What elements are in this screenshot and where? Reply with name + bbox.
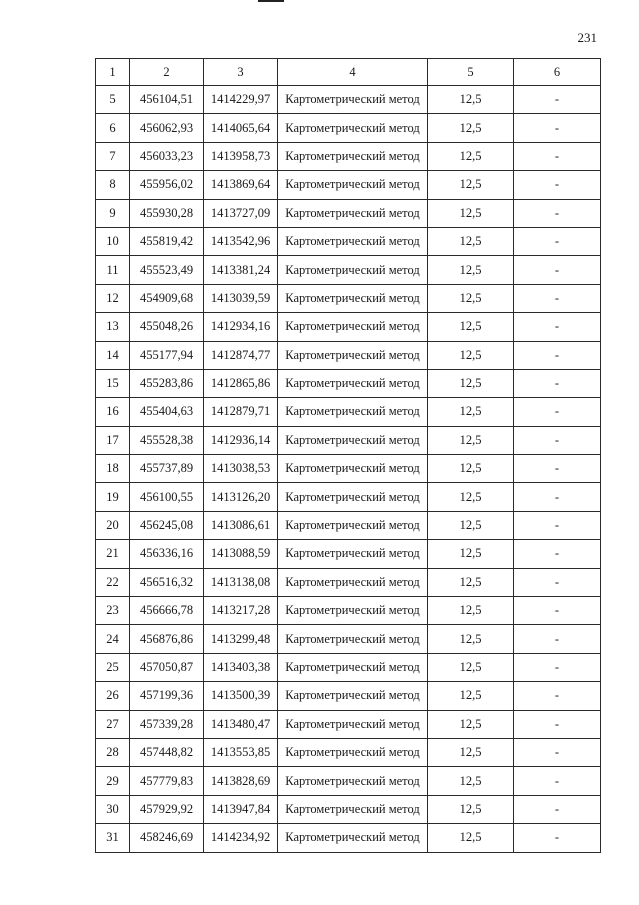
note-cell: - xyxy=(514,313,601,341)
accuracy-cell: 12,5 xyxy=(428,227,514,255)
point-number-cell: 7 xyxy=(96,142,130,170)
table-row xyxy=(96,284,601,312)
accuracy-cell: 12,5 xyxy=(428,540,514,568)
point-number-cell: 14 xyxy=(96,341,130,369)
y-coordinate-cell: 1413947,84 xyxy=(204,795,278,823)
y-coordinate-cell: 1412865,86 xyxy=(204,369,278,397)
note-cell: - xyxy=(514,284,601,312)
method-cell: Картометрический метод xyxy=(278,284,428,312)
header-cell: 3 xyxy=(204,59,278,86)
point-number-cell: 15 xyxy=(96,369,130,397)
y-coordinate-cell: 1413500,39 xyxy=(204,682,278,710)
x-coordinate-cell: 455048,26 xyxy=(130,313,204,341)
table-row xyxy=(96,313,601,341)
accuracy-cell: 12,5 xyxy=(428,653,514,681)
method-cell: Картометрический метод xyxy=(278,511,428,539)
point-number-cell: 26 xyxy=(96,682,130,710)
y-coordinate-cell: 1412874,77 xyxy=(204,341,278,369)
accuracy-cell: 12,5 xyxy=(428,369,514,397)
note-cell: - xyxy=(514,738,601,766)
point-number-cell: 5 xyxy=(96,86,130,114)
accuracy-cell: 12,5 xyxy=(428,114,514,142)
y-coordinate-cell: 1413958,73 xyxy=(204,142,278,170)
accuracy-cell: 12,5 xyxy=(428,568,514,596)
note-cell: - xyxy=(514,398,601,426)
method-cell: Картометрический метод xyxy=(278,767,428,795)
table-row xyxy=(96,114,601,142)
x-coordinate-cell: 455523,49 xyxy=(130,256,204,284)
y-coordinate-cell: 1412936,14 xyxy=(204,426,278,454)
method-cell: Картометрический метод xyxy=(278,824,428,852)
accuracy-cell: 12,5 xyxy=(428,455,514,483)
method-cell: Картометрический метод xyxy=(278,682,428,710)
point-number-cell: 20 xyxy=(96,511,130,539)
y-coordinate-cell: 1413869,64 xyxy=(204,171,278,199)
method-cell: Картометрический метод xyxy=(278,625,428,653)
point-number-cell: 9 xyxy=(96,199,130,227)
x-coordinate-cell: 456245,08 xyxy=(130,511,204,539)
accuracy-cell: 12,5 xyxy=(428,341,514,369)
note-cell: - xyxy=(514,625,601,653)
method-cell: Картометрический метод xyxy=(278,256,428,284)
note-cell: - xyxy=(514,540,601,568)
point-number-cell: 17 xyxy=(96,426,130,454)
y-coordinate-cell: 1412879,71 xyxy=(204,398,278,426)
x-coordinate-cell: 455737,89 xyxy=(130,455,204,483)
y-coordinate-cell: 1413138,08 xyxy=(204,568,278,596)
y-coordinate-cell: 1413542,96 xyxy=(204,227,278,255)
x-coordinate-cell: 458246,69 xyxy=(130,824,204,852)
x-coordinate-cell: 455404,63 xyxy=(130,398,204,426)
note-cell: - xyxy=(514,682,601,710)
table-row xyxy=(96,540,601,568)
point-number-cell: 28 xyxy=(96,738,130,766)
note-cell: - xyxy=(514,795,601,823)
y-coordinate-cell: 1413299,48 xyxy=(204,625,278,653)
x-coordinate-cell: 456876,86 xyxy=(130,625,204,653)
x-coordinate-cell: 457448,82 xyxy=(130,738,204,766)
table-row xyxy=(96,199,601,227)
method-cell: Картометрический метод xyxy=(278,738,428,766)
accuracy-cell: 12,5 xyxy=(428,398,514,426)
table-row xyxy=(96,795,601,823)
method-cell: Картометрический метод xyxy=(278,795,428,823)
method-cell: Картометрический метод xyxy=(278,369,428,397)
table-row xyxy=(96,142,601,170)
note-cell: - xyxy=(514,142,601,170)
y-coordinate-cell: 1413381,24 xyxy=(204,256,278,284)
y-coordinate-cell: 1414065,64 xyxy=(204,114,278,142)
note-cell: - xyxy=(514,171,601,199)
accuracy-cell: 12,5 xyxy=(428,738,514,766)
table-row xyxy=(96,483,601,511)
accuracy-cell: 12,5 xyxy=(428,625,514,653)
y-coordinate-cell: 1413126,20 xyxy=(204,483,278,511)
header-cell: 1 xyxy=(96,59,130,86)
accuracy-cell: 12,5 xyxy=(428,824,514,852)
note-cell: - xyxy=(514,511,601,539)
accuracy-cell: 12,5 xyxy=(428,142,514,170)
accuracy-cell: 12,5 xyxy=(428,597,514,625)
x-coordinate-cell: 456336,16 xyxy=(130,540,204,568)
point-number-cell: 16 xyxy=(96,398,130,426)
method-cell: Картометрический метод xyxy=(278,710,428,738)
note-cell: - xyxy=(514,568,601,596)
note-cell: - xyxy=(514,483,601,511)
accuracy-cell: 12,5 xyxy=(428,256,514,284)
table-row xyxy=(96,625,601,653)
table-row xyxy=(96,511,601,539)
top-edge-mark xyxy=(258,0,284,2)
method-cell: Картометрический метод xyxy=(278,199,428,227)
table-row xyxy=(96,369,601,397)
note-cell: - xyxy=(514,710,601,738)
point-number-cell: 21 xyxy=(96,540,130,568)
note-cell: - xyxy=(514,767,601,795)
accuracy-cell: 12,5 xyxy=(428,171,514,199)
point-number-cell: 19 xyxy=(96,483,130,511)
table-row xyxy=(96,824,601,852)
accuracy-cell: 12,5 xyxy=(428,199,514,227)
header-cell: 2 xyxy=(130,59,204,86)
y-coordinate-cell: 1413403,38 xyxy=(204,653,278,681)
header-cell: 6 xyxy=(514,59,601,86)
table-header-row xyxy=(96,59,601,86)
point-number-cell: 27 xyxy=(96,710,130,738)
accuracy-cell: 12,5 xyxy=(428,426,514,454)
x-coordinate-cell: 455819,42 xyxy=(130,227,204,255)
method-cell: Картометрический метод xyxy=(278,341,428,369)
point-number-cell: 8 xyxy=(96,171,130,199)
method-cell: Картометрический метод xyxy=(278,114,428,142)
x-coordinate-cell: 455956,02 xyxy=(130,171,204,199)
table-row xyxy=(96,738,601,766)
x-coordinate-cell: 457929,92 xyxy=(130,795,204,823)
accuracy-cell: 12,5 xyxy=(428,795,514,823)
y-coordinate-cell: 1413086,61 xyxy=(204,511,278,539)
x-coordinate-cell: 456666,78 xyxy=(130,597,204,625)
y-coordinate-cell: 1413727,09 xyxy=(204,199,278,227)
method-cell: Картометрический метод xyxy=(278,540,428,568)
note-cell: - xyxy=(514,455,601,483)
accuracy-cell: 12,5 xyxy=(428,284,514,312)
y-coordinate-cell: 1413217,28 xyxy=(204,597,278,625)
accuracy-cell: 12,5 xyxy=(428,682,514,710)
method-cell: Картометрический метод xyxy=(278,398,428,426)
table-row xyxy=(96,455,601,483)
point-number-cell: 11 xyxy=(96,256,130,284)
point-number-cell: 12 xyxy=(96,284,130,312)
method-cell: Картометрический метод xyxy=(278,227,428,255)
table-body xyxy=(96,59,601,853)
method-cell: Картометрический метод xyxy=(278,171,428,199)
method-cell: Картометрический метод xyxy=(278,86,428,114)
method-cell: Картометрический метод xyxy=(278,313,428,341)
table-row xyxy=(96,398,601,426)
note-cell: - xyxy=(514,86,601,114)
x-coordinate-cell: 456104,51 xyxy=(130,86,204,114)
point-number-cell: 24 xyxy=(96,625,130,653)
point-number-cell: 22 xyxy=(96,568,130,596)
point-number-cell: 23 xyxy=(96,597,130,625)
x-coordinate-cell: 455177,94 xyxy=(130,341,204,369)
note-cell: - xyxy=(514,341,601,369)
x-coordinate-cell: 457050,87 xyxy=(130,653,204,681)
table-row xyxy=(96,767,601,795)
table-row xyxy=(96,341,601,369)
method-cell: Картометрический метод xyxy=(278,653,428,681)
point-number-cell: 25 xyxy=(96,653,130,681)
note-cell: - xyxy=(514,597,601,625)
x-coordinate-cell: 454909,68 xyxy=(130,284,204,312)
x-coordinate-cell: 456062,93 xyxy=(130,114,204,142)
table-row xyxy=(96,171,601,199)
point-number-cell: 13 xyxy=(96,313,130,341)
note-cell: - xyxy=(514,824,601,852)
method-cell: Картометрический метод xyxy=(278,142,428,170)
note-cell: - xyxy=(514,227,601,255)
x-coordinate-cell: 457779,83 xyxy=(130,767,204,795)
method-cell: Картометрический метод xyxy=(278,483,428,511)
accuracy-cell: 12,5 xyxy=(428,483,514,511)
x-coordinate-cell: 455930,28 xyxy=(130,199,204,227)
x-coordinate-cell: 457199,36 xyxy=(130,682,204,710)
y-coordinate-cell: 1413038,53 xyxy=(204,455,278,483)
y-coordinate-cell: 1413039,59 xyxy=(204,284,278,312)
table-row xyxy=(96,256,601,284)
y-coordinate-cell: 1413088,59 xyxy=(204,540,278,568)
y-coordinate-cell: 1414229,97 xyxy=(204,86,278,114)
point-number-cell: 29 xyxy=(96,767,130,795)
y-coordinate-cell: 1414234,92 xyxy=(204,824,278,852)
table-row xyxy=(96,568,601,596)
header-cell: 5 xyxy=(428,59,514,86)
note-cell: - xyxy=(514,199,601,227)
table-row xyxy=(96,227,601,255)
accuracy-cell: 12,5 xyxy=(428,767,514,795)
note-cell: - xyxy=(514,369,601,397)
point-number-cell: 18 xyxy=(96,455,130,483)
point-number-cell: 31 xyxy=(96,824,130,852)
header-cell: 4 xyxy=(278,59,428,86)
note-cell: - xyxy=(514,256,601,284)
table-row xyxy=(96,426,601,454)
x-coordinate-cell: 455528,38 xyxy=(130,426,204,454)
x-coordinate-cell: 456033,23 xyxy=(130,142,204,170)
method-cell: Картометрический метод xyxy=(278,597,428,625)
method-cell: Картометрический метод xyxy=(278,568,428,596)
x-coordinate-cell: 457339,28 xyxy=(130,710,204,738)
method-cell: Картометрический метод xyxy=(278,455,428,483)
point-number-cell: 10 xyxy=(96,227,130,255)
table-row xyxy=(96,653,601,681)
x-coordinate-cell: 455283,86 xyxy=(130,369,204,397)
accuracy-cell: 12,5 xyxy=(428,710,514,738)
page-number: 231 xyxy=(577,30,597,45)
point-number-cell: 6 xyxy=(96,114,130,142)
x-coordinate-cell: 456516,32 xyxy=(130,568,204,596)
accuracy-cell: 12,5 xyxy=(428,313,514,341)
table-row xyxy=(96,86,601,114)
accuracy-cell: 12,5 xyxy=(428,86,514,114)
note-cell: - xyxy=(514,114,601,142)
point-number-cell: 30 xyxy=(96,795,130,823)
accuracy-cell: 12,5 xyxy=(428,511,514,539)
table-row xyxy=(96,710,601,738)
table-row xyxy=(96,682,601,710)
method-cell: Картометрический метод xyxy=(278,426,428,454)
note-cell: - xyxy=(514,653,601,681)
coordinates-table xyxy=(95,58,601,853)
table-row xyxy=(96,597,601,625)
y-coordinate-cell: 1413553,85 xyxy=(204,738,278,766)
y-coordinate-cell: 1413480,47 xyxy=(204,710,278,738)
y-coordinate-cell: 1413828,69 xyxy=(204,767,278,795)
y-coordinate-cell: 1412934,16 xyxy=(204,313,278,341)
note-cell: - xyxy=(514,426,601,454)
x-coordinate-cell: 456100,55 xyxy=(130,483,204,511)
